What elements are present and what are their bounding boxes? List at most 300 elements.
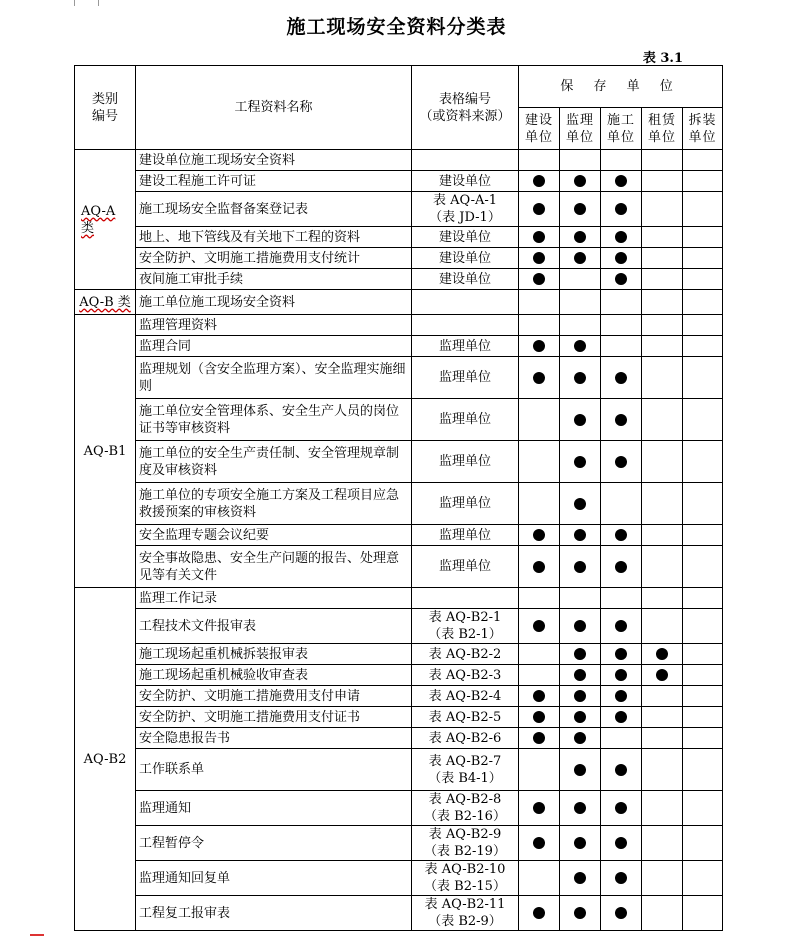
kept-marker-icon: [615, 764, 627, 776]
table-row: [75, 227, 723, 248]
kept-marker-icon: [574, 648, 586, 660]
unit-cell-0: [519, 826, 560, 861]
kept-marker-icon: [533, 252, 545, 264]
unit-cell: [601, 290, 642, 315]
unit-cell-3: [642, 546, 683, 588]
document-name: 施工单位安全管理体系、安全生产人员的岗位证书等审核资料: [136, 399, 412, 441]
unit-cell-2: [601, 896, 642, 931]
unit-cell-2: [601, 192, 642, 227]
kept-marker-icon: [615, 690, 627, 702]
unit-cell-1: [560, 707, 601, 728]
category-label: AQ-B1: [83, 443, 127, 459]
document-source: 建设单位: [412, 248, 519, 269]
unit-cell-3: [642, 227, 683, 248]
document-source: 监理单位: [412, 441, 519, 483]
unit-cell-2: [601, 399, 642, 441]
kept-marker-icon: [533, 529, 545, 541]
unit-cell-0: [519, 546, 560, 588]
unit-cell-4: [683, 665, 723, 686]
document-source: 监理单位: [412, 399, 519, 441]
document-source: 表 AQ-B2-4: [412, 686, 519, 707]
unit-cell-0: [519, 896, 560, 931]
unit-cell-4: [683, 192, 723, 227]
unit-cell-0: [519, 357, 560, 399]
kept-marker-icon: [615, 561, 627, 573]
document-name: 监理合同: [136, 336, 412, 357]
unit-cell-4: [683, 357, 723, 399]
unit-cell-3: [642, 686, 683, 707]
document-source: 表 AQ-B2-7 （表 B4-1）: [412, 749, 519, 791]
document-source: 表 AQ-B2-8 （表 B2-16）: [412, 791, 519, 826]
unit-header-4: 拆装 单位: [683, 108, 723, 150]
page-corner-mark: [74, 0, 75, 6]
kept-marker-icon: [615, 252, 627, 264]
category-label: AQ-A 类: [81, 203, 116, 236]
section-title-row: [75, 150, 723, 171]
kept-marker-icon: [533, 372, 545, 384]
unit-cell-2: [601, 269, 642, 290]
unit-cell-3: [642, 483, 683, 525]
table-row: [75, 896, 723, 931]
unit-cell-3: [642, 399, 683, 441]
unit-cell-4: [683, 546, 723, 588]
unit-cell-2: [601, 728, 642, 749]
kept-marker-icon: [533, 732, 545, 744]
unit-cell-3: [642, 336, 683, 357]
document-source: 监理单位: [412, 525, 519, 546]
unit-cell-3: [642, 665, 683, 686]
unit-cell-0: [519, 609, 560, 644]
unit-cell-4: [683, 861, 723, 896]
unit-cell-4: [683, 269, 723, 290]
table-row: [75, 609, 723, 644]
unit-cell-4: [683, 707, 723, 728]
unit-cell-1: [560, 483, 601, 525]
unit-cell-2: [601, 171, 642, 192]
section-title: 监理管理资料: [136, 315, 412, 336]
unit-cell-0: [519, 525, 560, 546]
kept-marker-icon: [615, 648, 627, 660]
table-row: [75, 665, 723, 686]
document-name: 安全防护、文明施工措施费用支付统计: [136, 248, 412, 269]
table-row: [75, 269, 723, 290]
unit-header-1: 监理 单位: [560, 108, 601, 150]
name-header: 工程资料名称: [136, 66, 412, 150]
document-source: 监理单位: [412, 546, 519, 588]
source-cell: [412, 290, 519, 315]
unit-cell-1: [560, 525, 601, 546]
unit-cell-3: [642, 357, 683, 399]
document-source: 表 AQ-B2-9 （表 B2-19）: [412, 826, 519, 861]
kept-marker-icon: [574, 669, 586, 681]
kept-marker-icon: [574, 340, 586, 352]
unit-cell-1: [560, 441, 601, 483]
kept-marker-icon: [615, 414, 627, 426]
category-cell: [75, 150, 136, 290]
unit-cell-0: [519, 336, 560, 357]
unit-cell: [642, 290, 683, 315]
unit-cell-3: [642, 441, 683, 483]
category-cell: [75, 315, 136, 588]
kept-marker-icon: [615, 175, 627, 187]
document-source: 建设单位: [412, 269, 519, 290]
unit-cell-4: [683, 749, 723, 791]
kept-marker-icon: [533, 711, 545, 723]
category-cell: [75, 588, 136, 931]
unit-cell-4: [683, 791, 723, 826]
unit-cell-2: [601, 546, 642, 588]
unit-cell-2: [601, 791, 642, 826]
table-row: [75, 707, 723, 728]
unit-cell: [560, 588, 601, 609]
unit-cell-2: [601, 749, 642, 791]
unit-cell-3: [642, 791, 683, 826]
kept-marker-icon: [533, 837, 545, 849]
unit-cell-3: [642, 248, 683, 269]
header-row: [75, 66, 723, 108]
unit-cell-0: [519, 227, 560, 248]
unit-cell-3: [642, 171, 683, 192]
unit-cell: [560, 150, 601, 171]
unit-cell: [683, 290, 723, 315]
unit-cell-0: [519, 441, 560, 483]
unit-cell-1: [560, 644, 601, 665]
document-source: 监理单位: [412, 357, 519, 399]
document-name: 监理规划（含安全监理方案）、安全监理实施细则: [136, 357, 412, 399]
unit-cell-4: [683, 525, 723, 546]
unit-cell-0: [519, 749, 560, 791]
unit-cell-2: [601, 826, 642, 861]
category-cell: [75, 290, 136, 315]
kept-marker-icon: [533, 273, 545, 285]
section-title: 监理工作记录: [136, 588, 412, 609]
unit-cell-1: [560, 336, 601, 357]
source-cell: [412, 315, 519, 336]
unit-cell-2: [601, 483, 642, 525]
kept-marker-icon: [574, 764, 586, 776]
edge-mark: [30, 934, 44, 936]
kept-marker-icon: [574, 907, 586, 919]
unit-cell-2: [601, 665, 642, 686]
document-name: 施工现场起重机械验收审查表: [136, 665, 412, 686]
category-label: AQ-B 类: [79, 294, 131, 310]
unit-cell-0: [519, 248, 560, 269]
category-header: 类别 编号: [75, 66, 136, 150]
unit-cell-1: [560, 896, 601, 931]
unit-cell-0: [519, 728, 560, 749]
kept-marker-icon: [533, 907, 545, 919]
kept-marker-icon: [574, 561, 586, 573]
unit-header-2: 施工 单位: [601, 108, 642, 150]
unit-cell-0: [519, 791, 560, 826]
unit-cell-0: [519, 707, 560, 728]
unit-cell-4: [683, 248, 723, 269]
unit-cell-1: [560, 686, 601, 707]
document-name: 安全监理专题会议纪要: [136, 525, 412, 546]
section-title-row: [75, 290, 723, 315]
table-row: [75, 728, 723, 749]
document-source: 建设单位: [412, 227, 519, 248]
unit-cell: [601, 588, 642, 609]
unit-cell-1: [560, 609, 601, 644]
unit-cell-2: [601, 336, 642, 357]
unit-cell: [683, 150, 723, 171]
table-row: [75, 357, 723, 399]
unit-cell-0: [519, 269, 560, 290]
unit-cell-3: [642, 525, 683, 546]
unit-cell: [601, 315, 642, 336]
table-row: [75, 171, 723, 192]
unit-cell-2: [601, 644, 642, 665]
section-title-row: [75, 315, 723, 336]
kept-marker-icon: [615, 711, 627, 723]
kept-marker-icon: [615, 620, 627, 632]
kept-marker-icon: [533, 690, 545, 702]
kept-marker-icon: [574, 802, 586, 814]
page-title: 施工现场安全资料分类表: [286, 16, 507, 38]
unit-cell: [642, 588, 683, 609]
document-source: 表 AQ-B2-1 （表 B2-1）: [412, 609, 519, 644]
section-title-row: [75, 588, 723, 609]
kept-marker-icon: [533, 340, 545, 352]
kept-marker-icon: [615, 456, 627, 468]
kept-marker-icon: [615, 273, 627, 285]
unit-cell-3: [642, 192, 683, 227]
unit-cell-2: [601, 609, 642, 644]
kept-marker-icon: [574, 203, 586, 215]
document-name: 建设工程施工许可证: [136, 171, 412, 192]
unit-cell-3: [642, 861, 683, 896]
document-name: 安全事故隐患、安全生产问题的报告、处理意见等有关文件: [136, 546, 412, 588]
unit-cell-3: [642, 749, 683, 791]
unit-cell-2: [601, 686, 642, 707]
table-row: [75, 525, 723, 546]
unit-cell-3: [642, 707, 683, 728]
unit-cell-1: [560, 861, 601, 896]
unit-cell-4: [683, 896, 723, 931]
kept-marker-icon: [656, 669, 668, 681]
unit-cell-4: [683, 686, 723, 707]
page-corner-mark: [98, 0, 99, 6]
document-source: 表 AQ-B2-3: [412, 665, 519, 686]
kept-marker-icon: [615, 203, 627, 215]
document-name: 施工单位的专项安全施工方案及工程项目应急救援预案的审核资料: [136, 483, 412, 525]
kept-marker-icon: [533, 231, 545, 243]
unit-cell-4: [683, 483, 723, 525]
unit-cell-1: [560, 269, 601, 290]
kept-marker-icon: [533, 620, 545, 632]
document-name: 工作联系单: [136, 749, 412, 791]
unit-cell-4: [683, 171, 723, 192]
document-name: 监理通知: [136, 791, 412, 826]
document-source: 表 AQ-A-1 （表 JD-1）: [412, 192, 519, 227]
kept-marker-icon: [574, 252, 586, 264]
unit-cell-4: [683, 609, 723, 644]
unit-cell-0: [519, 665, 560, 686]
unit-cell: [601, 150, 642, 171]
unit-cell-1: [560, 227, 601, 248]
kept-marker-icon: [615, 529, 627, 541]
unit-header-0: 建设 单位: [519, 108, 560, 150]
category-label: AQ-B2: [83, 751, 127, 767]
table-number: 表 3.1: [642, 51, 683, 66]
unit-cell-2: [601, 707, 642, 728]
document-source: 表 AQ-B2-2: [412, 644, 519, 665]
table-row: [75, 826, 723, 861]
unit-cell-1: [560, 248, 601, 269]
table-row: [75, 399, 723, 441]
kept-marker-icon: [574, 690, 586, 702]
source-header: 表格编号 （或资料来源）: [412, 66, 519, 150]
document-name: 监理通知回复单: [136, 861, 412, 896]
unit-cell-4: [683, 826, 723, 861]
document-name: 安全隐患报告书: [136, 728, 412, 749]
kept-marker-icon: [615, 372, 627, 384]
document-source: 监理单位: [412, 483, 519, 525]
kept-marker-icon: [615, 802, 627, 814]
table-row: [75, 483, 723, 525]
document-source: 表 AQ-B2-5: [412, 707, 519, 728]
document-name: 工程暂停令: [136, 826, 412, 861]
unit-cell-1: [560, 171, 601, 192]
unit-cell-2: [601, 248, 642, 269]
unit-cell: [683, 588, 723, 609]
unit-cell-1: [560, 192, 601, 227]
unit-cell-0: [519, 399, 560, 441]
unit-cell-1: [560, 665, 601, 686]
unit-cell-0: [519, 686, 560, 707]
kept-marker-icon: [533, 561, 545, 573]
table-row: [75, 861, 723, 896]
unit-cell-4: [683, 441, 723, 483]
unit-cell-1: [560, 791, 601, 826]
unit-cell: [683, 315, 723, 336]
document-source: 表 AQ-B2-11 （表 B2-9）: [412, 896, 519, 931]
unit-cell-4: [683, 336, 723, 357]
kept-marker-icon: [574, 620, 586, 632]
kept-marker-icon: [574, 837, 586, 849]
document-name: 施工现场起重机械拆装报审表: [136, 644, 412, 665]
unit-cell-3: [642, 644, 683, 665]
table-row: [75, 441, 723, 483]
unit-cell-2: [601, 441, 642, 483]
table-row: [75, 749, 723, 791]
document-source: 监理单位: [412, 336, 519, 357]
document-name: 安全防护、文明施工措施费用支付申请: [136, 686, 412, 707]
document-name: 工程技术文件报审表: [136, 609, 412, 644]
kept-marker-icon: [574, 872, 586, 884]
unit-cell: [642, 150, 683, 171]
document-name: 施工现场安全监督备案登记表: [136, 192, 412, 227]
table-row: [75, 192, 723, 227]
unit-cell-1: [560, 357, 601, 399]
kept-marker-icon: [615, 669, 627, 681]
unit-cell: [519, 315, 560, 336]
unit-cell: [519, 290, 560, 315]
unit-cell-3: [642, 896, 683, 931]
source-cell: [412, 150, 519, 171]
kept-marker-icon: [533, 802, 545, 814]
kept-marker-icon: [656, 648, 668, 660]
source-cell: [412, 588, 519, 609]
kept-marker-icon: [574, 231, 586, 243]
table-body: [75, 66, 723, 931]
table-row: [75, 546, 723, 588]
unit-cell-4: [683, 728, 723, 749]
unit-cell-1: [560, 826, 601, 861]
document-name: 施工单位的安全生产责任制、安全管理规章制度及审核资料: [136, 441, 412, 483]
safety-document-table: [74, 65, 723, 931]
kept-marker-icon: [574, 529, 586, 541]
table-row: [75, 791, 723, 826]
kept-marker-icon: [574, 414, 586, 426]
section-title: 施工单位施工现场安全资料: [136, 290, 412, 315]
unit-cell: [642, 315, 683, 336]
unit-cell: [519, 150, 560, 171]
document-name: 工程复工报审表: [136, 896, 412, 931]
unit-cell-0: [519, 171, 560, 192]
document-source: 表 AQ-B2-6: [412, 728, 519, 749]
kept-marker-icon: [615, 872, 627, 884]
unit-cell-0: [519, 192, 560, 227]
unit-cell-1: [560, 399, 601, 441]
unit-cell-3: [642, 826, 683, 861]
kept-marker-icon: [574, 732, 586, 744]
save-unit-header: 保 存 单 位: [519, 66, 723, 108]
kept-marker-icon: [533, 175, 545, 187]
table-row: [75, 336, 723, 357]
unit-cell: [560, 315, 601, 336]
unit-cell-3: [642, 728, 683, 749]
unit-cell-2: [601, 227, 642, 248]
unit-header-3: 租赁 单位: [642, 108, 683, 150]
unit-cell-2: [601, 525, 642, 546]
unit-cell-2: [601, 861, 642, 896]
kept-marker-icon: [615, 231, 627, 243]
table-row: [75, 686, 723, 707]
unit-cell-0: [519, 861, 560, 896]
document-source: 表 AQ-B2-10 （表 B2-15）: [412, 861, 519, 896]
kept-marker-icon: [574, 456, 586, 468]
unit-cell-1: [560, 728, 601, 749]
document-source: 建设单位: [412, 171, 519, 192]
document-name: 夜间施工审批手续: [136, 269, 412, 290]
document-name: 安全防护、文明施工措施费用支付证书: [136, 707, 412, 728]
table-row: [75, 248, 723, 269]
unit-cell-0: [519, 483, 560, 525]
unit-cell-4: [683, 227, 723, 248]
kept-marker-icon: [615, 907, 627, 919]
kept-marker-icon: [574, 372, 586, 384]
unit-cell-0: [519, 644, 560, 665]
unit-cell-4: [683, 399, 723, 441]
unit-cell: [560, 290, 601, 315]
section-title: 建设单位施工现场安全资料: [136, 150, 412, 171]
kept-marker-icon: [533, 203, 545, 215]
unit-cell-1: [560, 546, 601, 588]
unit-cell-4: [683, 644, 723, 665]
kept-marker-icon: [574, 175, 586, 187]
unit-cell-3: [642, 609, 683, 644]
unit-cell: [519, 588, 560, 609]
unit-cell-2: [601, 357, 642, 399]
document-name: 地上、地下管线及有关地下工程的资料: [136, 227, 412, 248]
unit-cell-1: [560, 749, 601, 791]
kept-marker-icon: [615, 837, 627, 849]
table-row: [75, 644, 723, 665]
unit-cell-3: [642, 269, 683, 290]
kept-marker-icon: [574, 711, 586, 723]
